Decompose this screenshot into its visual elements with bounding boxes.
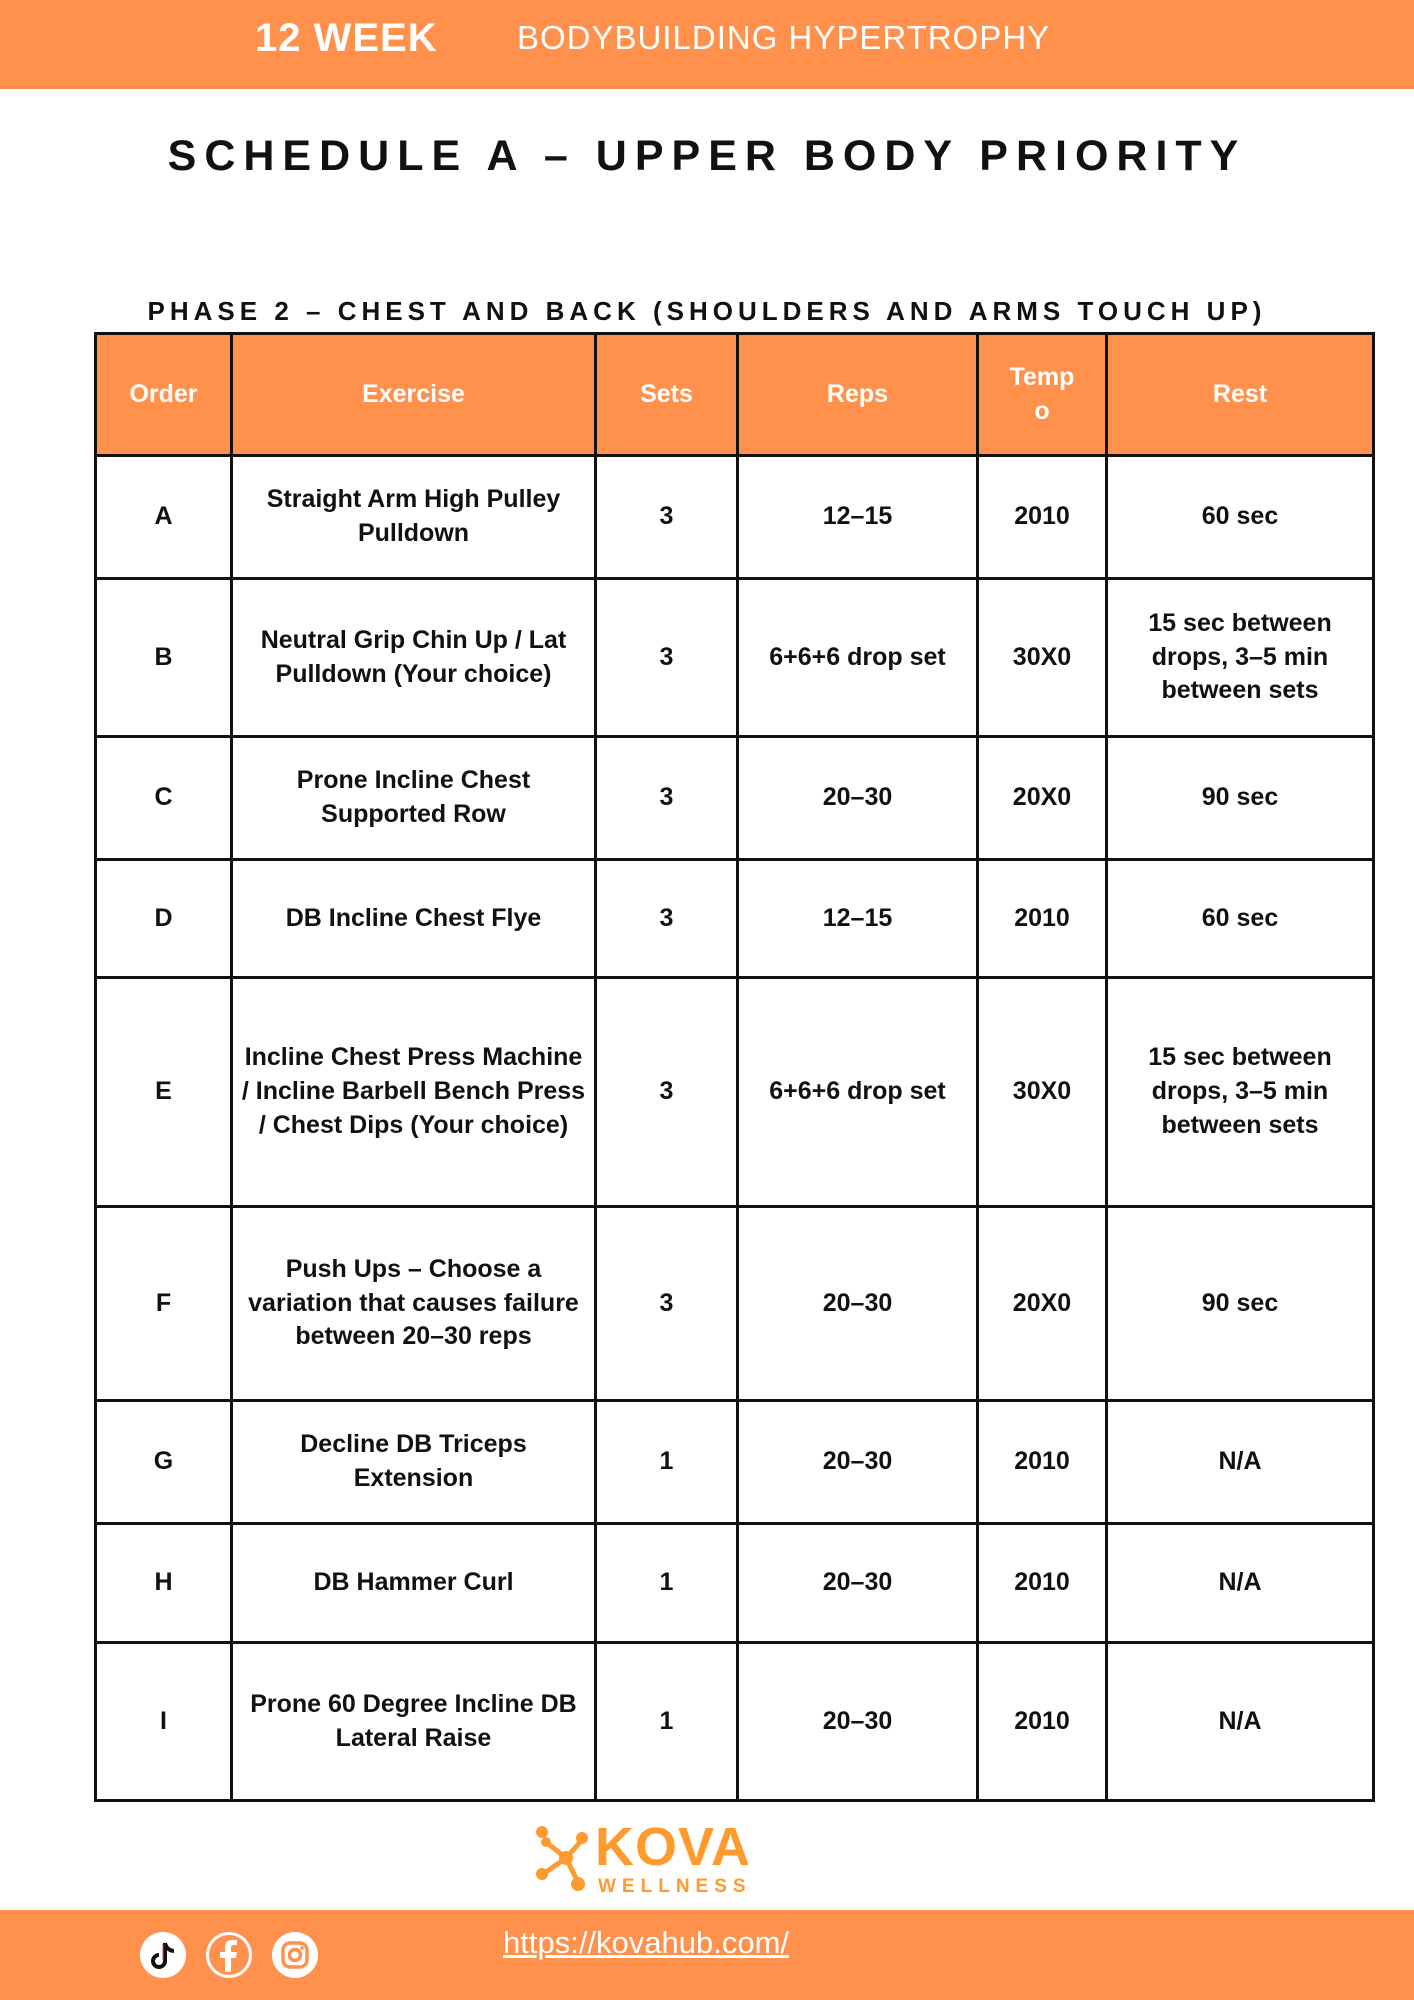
cell-tempo: 2010 — [978, 456, 1107, 579]
page-title: SCHEDULE A – UPPER BODY PRIORITY — [167, 132, 1247, 180]
column-header-reps: Reps — [738, 334, 978, 456]
cell-rest: 60 sec — [1107, 860, 1374, 978]
cell-sets: 3 — [596, 978, 738, 1207]
tiktok-icon[interactable] — [140, 1932, 186, 1978]
cell-rest: 90 sec — [1107, 1207, 1374, 1401]
table-header-row — [96, 334, 1374, 456]
cell-exercise: Prone Incline Chest Supported Row — [232, 737, 596, 860]
cell-rest: N/A — [1107, 1524, 1374, 1643]
cell-reps: 20–30 — [738, 1643, 978, 1801]
cell-reps: 20–30 — [738, 1207, 978, 1401]
cell-sets: 3 — [596, 456, 738, 579]
cell-order: B — [96, 579, 232, 737]
column-header-sets: Sets — [596, 334, 738, 456]
cell-order: G — [96, 1401, 232, 1524]
table-row — [96, 978, 1374, 1207]
table-row — [96, 1643, 1374, 1801]
cell-exercise: Prone 60 Degree Incline DB Lateral Raise — [232, 1643, 596, 1801]
website-link[interactable]: https://kovahub.com/ — [503, 1925, 790, 1960]
table-row — [96, 456, 1374, 579]
table-row — [96, 1401, 1374, 1524]
cell-sets: 3 — [596, 579, 738, 737]
column-header-tempo — [978, 334, 1107, 456]
facebook-icon[interactable] — [206, 1932, 252, 1978]
cell-sets: 1 — [596, 1524, 738, 1643]
cell-reps: 12–15 — [738, 860, 978, 978]
column-header-exercise: Exercise — [232, 334, 596, 456]
cell-tempo: 2010 — [978, 1643, 1107, 1801]
cell-order: D — [96, 860, 232, 978]
phase-title: PHASE 2 – CHEST AND BACK (SHOULDERS AND ARMS TOUCH UP) — [147, 296, 1267, 326]
molecule-icon — [532, 1820, 594, 1900]
cell-sets: 1 — [596, 1643, 738, 1801]
cell-sets: 3 — [596, 737, 738, 860]
cell-tempo: 20X0 — [978, 1207, 1107, 1401]
cell-tempo: 2010 — [978, 1401, 1107, 1524]
cell-order: C — [96, 737, 232, 860]
logo-name: KOVA — [595, 1817, 752, 1877]
logo-tagline: WELLNESS — [598, 1876, 752, 1897]
cell-order: E — [96, 978, 232, 1207]
cell-tempo: 30X0 — [978, 978, 1107, 1207]
cell-reps: 6+6+6 drop set — [738, 978, 978, 1207]
cell-reps: 20–30 — [738, 737, 978, 860]
cell-sets: 1 — [596, 1401, 738, 1524]
cell-tempo: 20X0 — [978, 737, 1107, 860]
cell-rest: 90 sec — [1107, 737, 1374, 860]
footer-bar — [0, 1910, 1414, 2000]
cell-rest: 15 sec between drops, 3–5 min between sets — [1107, 978, 1374, 1207]
cell-exercise: DB Hammer Curl — [232, 1524, 596, 1643]
cell-sets: 3 — [596, 1207, 738, 1401]
workout-table — [94, 332, 1375, 1802]
table-row — [96, 1524, 1374, 1643]
cell-exercise: Neutral Grip Chin Up / Lat Pulldown (Your choice) — [232, 579, 596, 737]
cell-rest: 15 sec between drops, 3–5 min between sets — [1107, 579, 1374, 737]
cell-tempo: 2010 — [978, 860, 1107, 978]
header-bar — [0, 0, 1414, 89]
cell-exercise: Incline Chest Press Machine / Incline Barbell Bench Press / Chest Dips (Your choice) — [232, 978, 596, 1207]
cell-order: I — [96, 1643, 232, 1801]
cell-tempo: 30X0 — [978, 579, 1107, 737]
cell-reps: 20–30 — [738, 1524, 978, 1643]
cell-order: F — [96, 1207, 232, 1401]
cell-reps: 12–15 — [738, 456, 978, 579]
cell-exercise: Push Ups – Choose a variation that causes failure between 20–30 reps — [232, 1207, 596, 1401]
table-row — [96, 579, 1374, 737]
table-row — [96, 737, 1374, 860]
cell-exercise: Decline DB Triceps Extension — [232, 1401, 596, 1524]
header-week: 12 WEEK — [255, 16, 438, 60]
cell-rest: 60 sec — [1107, 456, 1374, 579]
cell-order: A — [96, 456, 232, 579]
cell-tempo: 2010 — [978, 1524, 1107, 1643]
cell-sets: 3 — [596, 860, 738, 978]
kova-logo — [532, 1817, 762, 1900]
table-row — [96, 860, 1374, 978]
cell-exercise: Straight Arm High Pulley Pulldown — [232, 456, 596, 579]
instagram-icon[interactable] — [272, 1932, 318, 1978]
column-header-tempo-label: Temp o — [1009, 362, 1075, 425]
header-program: BODYBUILDING HYPERTROPHY — [517, 19, 1051, 56]
cell-rest: N/A — [1107, 1643, 1374, 1801]
cell-order: H — [96, 1524, 232, 1643]
cell-rest: N/A — [1107, 1401, 1374, 1524]
cell-reps: 6+6+6 drop set — [738, 579, 978, 737]
column-header-order: Order — [96, 334, 232, 456]
column-header-rest: Rest — [1107, 334, 1374, 456]
table-row — [96, 1207, 1374, 1401]
cell-exercise: DB Incline Chest Flye — [232, 860, 596, 978]
cell-reps: 20–30 — [738, 1401, 978, 1524]
